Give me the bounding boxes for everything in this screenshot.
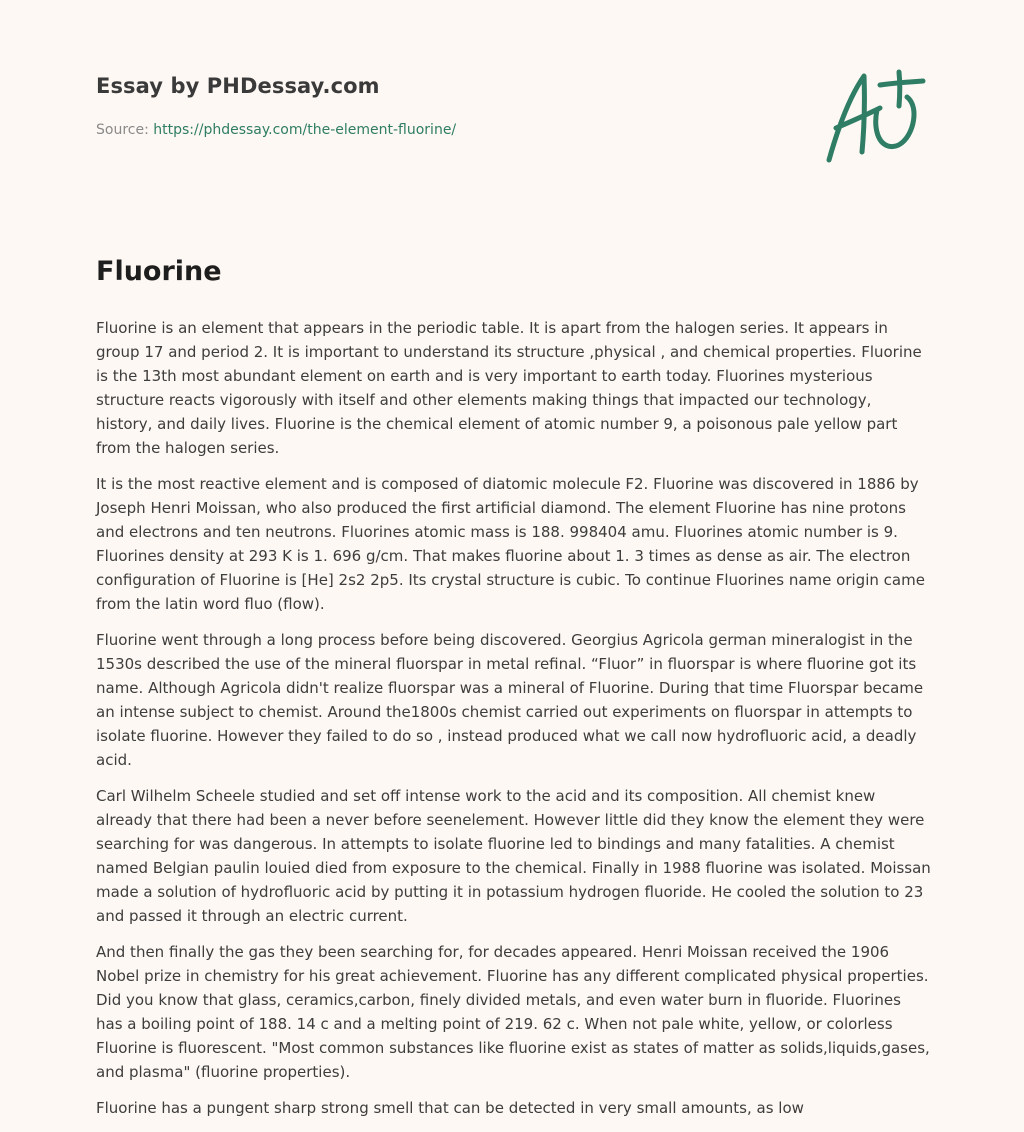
source-link[interactable]: https://phdessay.com/the-element-fluorine/	[153, 122, 457, 138]
essay-header	[96, 74, 796, 138]
paragraph: Fluorine is an element that appears in the periodic table. It is apart from the halogen series. It appears in group 17 and period 2. It is important to understand its structure ,physical , and chemical properties. Fluorine is the 13th most abundant element on earth and is very important to earth today. Fluorines mysterious structure reacts vigorously with itself and other elements making things that impacted our technology, history, and daily lives. Fluorine is the chemical element of atomic number 9, a poisonous pale yellow part from the halogen series.	[96, 319, 922, 457]
paragraph: Carl Wilhelm Scheele studied and set off intense work to the acid and its composition. All chemist knew already that there had been a never before seenelement. However little did they know the element they were searching for was dangerous. In attempts to isolate fluorine led to bindings and many fatalities. A chemist named Belgian paulin louied died from exposure to the chemical. Finally in 1988 fluorine was isolated. Moissan made a solution of hydrofluoric acid by putting it in potassium hydrogen fluoride. He cooled the solution to 23 and passed it through an electric current.	[96, 787, 931, 925]
source-line	[96, 122, 796, 138]
article-title: Fluorine	[96, 256, 222, 287]
paragraph: It is the most reactive element and is composed of diatomic molecule F2. Fluorine was discovered in 1886 by Joseph Henri Moissan, who also produced the first artificial diamond. The element Fluorine has nine protons and electrons and ten neutrons. Fluorines atomic mass is 188. 998404 amu. Fluorines atomic number is 9. Fluorines density at 293 K is 1. 696 g/cm. That makes fluorine about 1. 3 times as dense as air. The electron configuration of Fluorine is [He] 2s2 2p5. Its crystal structure is cubic. To continue Fluorines name origin came from the latin word fluo (flow).	[96, 475, 925, 613]
source-label: Source:	[96, 122, 154, 138]
article-body	[96, 316, 932, 1132]
paragraph: And then finally the gas they been searching for, for decades appeared. Henri Moissan received the 1906 Nobel prize in chemistry for his great achievement. Fluorine has any different complicated physical properties. Did you know that glass, ceramics,carbon, finely divided metals, and even water burn in fluoride. Fluorines has a boiling point of 188. 14 c and a melting point of 219. 62 c. When not pale white, yellow, or colorless Fluorine is fluorescent. "Most common substances like fluorine exist as states of matter as solids,liquids,gases, and plasma" (fluorine properties).	[96, 943, 930, 1081]
paragraph: Fluorine has a pungent sharp strong smell that can be detected in very small amounts, as low	[96, 1099, 804, 1117]
site-brand: Essay by PHDessay.com	[96, 74, 380, 98]
paragraph: Fluorine went through a long process before being discovered. Georgius Agricola german mineralogist in the 1530s described the use of the mineral fluorspar in metal refinal. “Fluor” in fluorspar is where fluorine got its name. Although Agricola didn't realize fluorspar was a mineral of Fluorine. During that time Fluorspar became an intense subject to chemist. Around the1800s chemist carried out experiments on fluorspar in attempts to isolate fluorine. However they failed to do so , instead produced what we call now hydrofluoric acid, a deadly acid.	[96, 631, 924, 769]
a-plus-logo-icon	[822, 66, 928, 166]
